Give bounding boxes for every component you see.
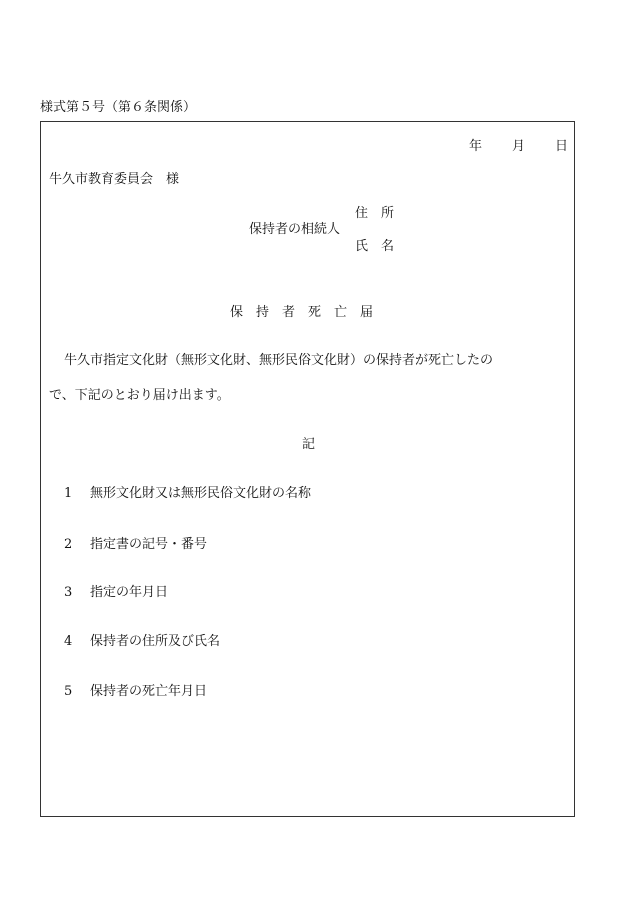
body-text-line-1: 牛久市指定文化財（無形文化財、無形民俗文化財）の保持者が死亡したの (64, 353, 494, 368)
list-item (64, 487, 311, 500)
addressee: 牛久市教育委員会 様 (49, 172, 180, 187)
address-label: 住 所 (355, 206, 395, 221)
date-year-label: 年 (469, 139, 483, 154)
applicant-role-label: 保持者の相続人 (249, 222, 341, 237)
list-item (64, 685, 207, 698)
list-item (64, 538, 207, 551)
date-line (469, 140, 568, 153)
ki-heading: 記 (302, 437, 316, 452)
body-text-line-2: で、下記のとおり届け出ます。 (49, 388, 230, 403)
item-number: 3 (64, 585, 73, 600)
date-day-label: 日 (555, 139, 569, 154)
item-text: 無形文化財又は無形民俗文化財の名称 (90, 486, 312, 501)
list-item (64, 635, 220, 648)
item-number: 1 (64, 486, 73, 501)
item-number: 5 (64, 684, 73, 699)
item-text: 指定の年月日 (90, 585, 169, 600)
item-text: 指定書の記号・番号 (90, 537, 208, 552)
list-item (64, 586, 168, 599)
item-number: 4 (64, 634, 73, 649)
form-number: 様式第５号（第６条関係） (40, 100, 197, 115)
item-number: 2 (64, 537, 73, 552)
name-label: 氏 名 (355, 239, 395, 254)
document-title: 保 持 者 死 亡 届 (230, 305, 374, 320)
item-text: 保持者の死亡年月日 (90, 684, 208, 699)
item-text: 保持者の住所及び氏名 (90, 634, 221, 649)
date-month-label: 月 (512, 139, 526, 154)
